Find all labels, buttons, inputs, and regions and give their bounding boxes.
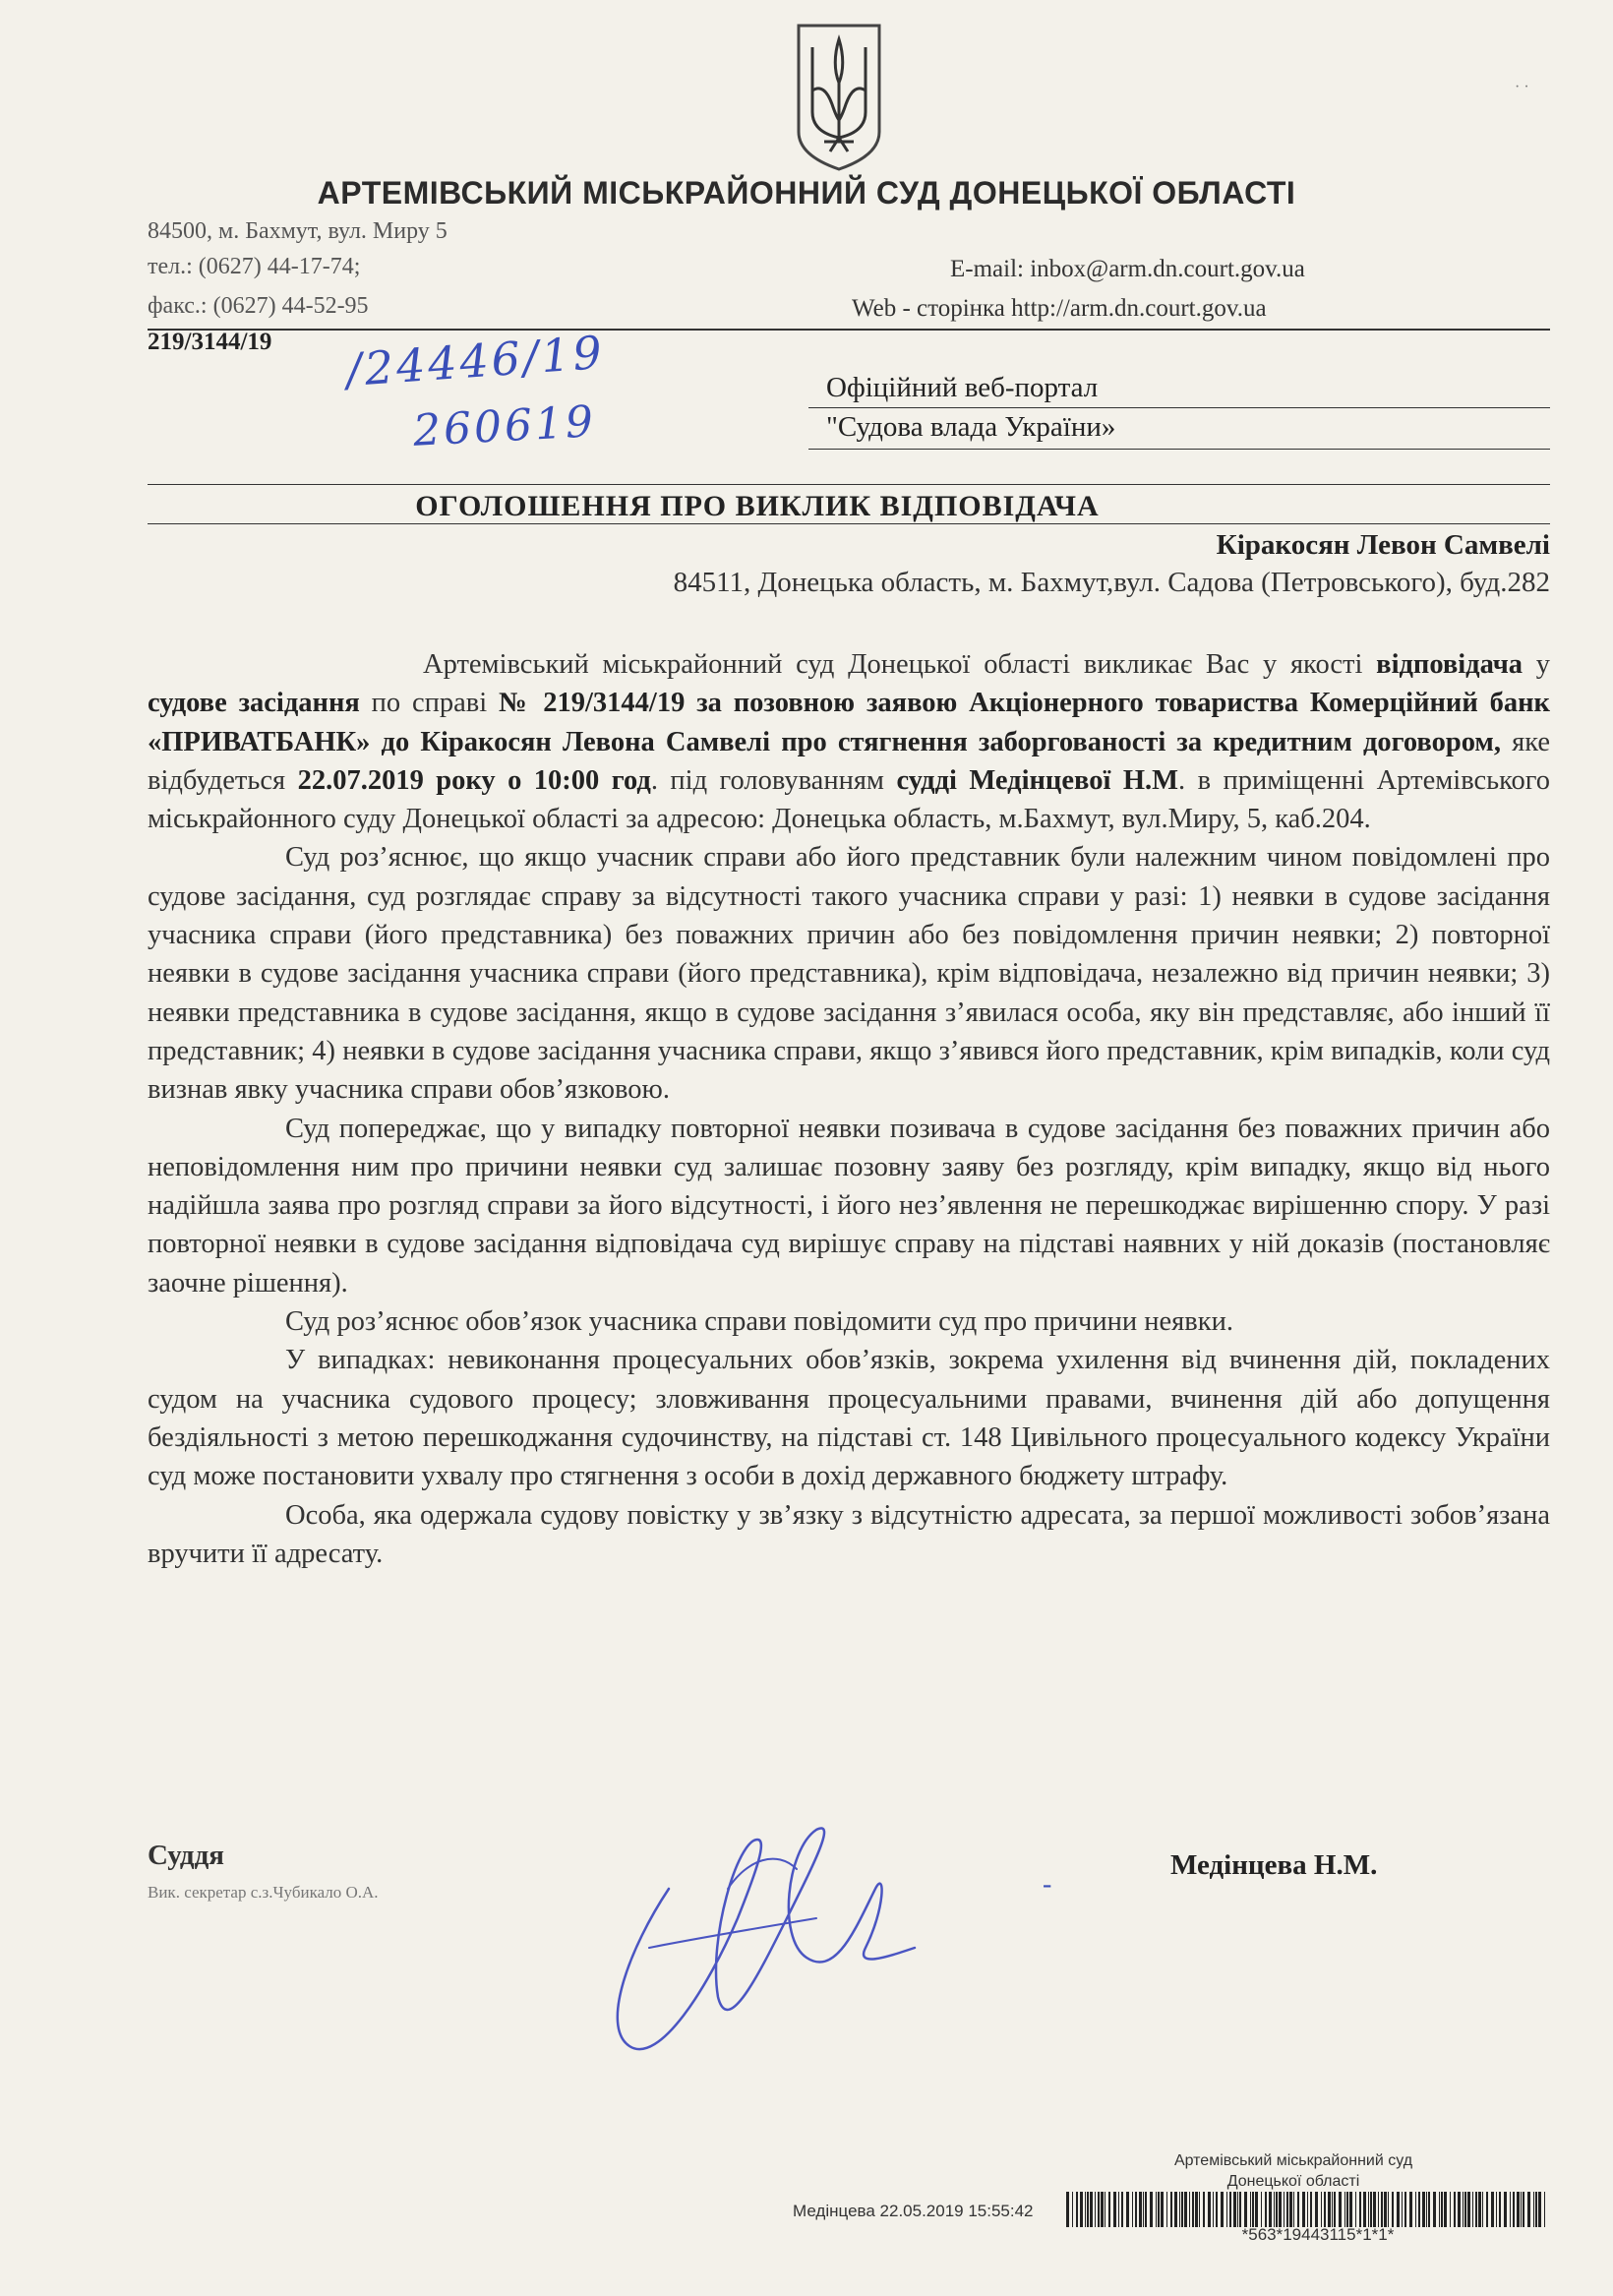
barcode-bar	[1143, 2192, 1144, 2227]
corner-mark: · ·	[1515, 79, 1529, 95]
barcode-bar	[1132, 2192, 1133, 2227]
barcode-bar	[1276, 2192, 1278, 2227]
addressee-address: 84511, Донецька область, м. Бахмут,вул. Садова (Петровського), буд.282	[673, 567, 1550, 598]
barcode-bar	[1150, 2192, 1153, 2227]
barcode-bar	[1544, 2192, 1545, 2227]
barcode-bar	[1496, 2192, 1497, 2227]
announcement-body	[148, 645, 1550, 1573]
paragraph-delivery: Особа, яка одержала судову повістку у зв’язку з відсутністю адресата, за першої можливості зобов’язана вручити її адресату.	[148, 1499, 1550, 1569]
court-fax: факс.: (0627) 44-52-95	[148, 293, 369, 319]
barcode-bar	[1269, 2192, 1272, 2227]
paragraph-absence-rules: Суд роз’яснює, що якщо учасник справи або його представник були належним чином повідомлені про судове засідання, суд розглядає справу за відсутності такого учасника справи у разі: 1) неявки в судове засідання учасника справи (його представника) без поважних причин або без повідомлення причин неявки; 2) повторної неявки в судове засідання учасника справи (його представника), крім відповідача, незалежно від причин неявки; 3) неявки представника в судове засідання, якщо в судове засідання з’явилася особа, яку він представляє, або інший її представник; 4) неявки в судове засідання учасника справи, якщо з’явився його представник, крім випадків, коли суд визнав явку учасника справи обов’язковою.	[148, 842, 1550, 1106]
barcode-bar	[1179, 2192, 1180, 2227]
paragraph-penalty: У випадках: невиконання процесуальних обов’язків, зокрема ухилення від вчинення дій, покладених судом на учасника судового процесу; зловживання процесуальними правами, вчинення дій або допущення бездіяльності з метою перешкоджання судочинству, на підставі ст. 148 Цивільного процесуального кодексу України суд може постановити ухвалу про стягнення з особи в дохід державного бюджету штрафу.	[148, 1345, 1550, 1492]
ink-mark: -	[1043, 1869, 1052, 1900]
barcode-bar	[1521, 2192, 1522, 2227]
barcode-bar	[1158, 2192, 1160, 2227]
barcode-bar	[1444, 2192, 1447, 2227]
barcode-bar	[1113, 2192, 1116, 2227]
barcode-bar	[1161, 2192, 1164, 2227]
barcode-bar	[1221, 2192, 1224, 2227]
barcode-bar	[1080, 2192, 1083, 2227]
barcode-bar	[1433, 2192, 1436, 2227]
stamp-meta: Медінцева 22.05.2019 15:55:42	[793, 2202, 1034, 2220]
barcode-bar	[1237, 2192, 1238, 2227]
barcode-bar	[1517, 2192, 1520, 2227]
barcode-bar	[1381, 2192, 1383, 2227]
barcode-bar	[1513, 2192, 1515, 2227]
barcode-bar	[1121, 2192, 1123, 2227]
court-phone: тел.: (0627) 44-17-74;	[148, 254, 361, 279]
barcode-bar	[1310, 2192, 1312, 2227]
barcode-bar	[1184, 2192, 1187, 2227]
barcode-bar	[1135, 2192, 1137, 2227]
barcode-bar	[1373, 2192, 1376, 2227]
barcode-bar	[1255, 2192, 1258, 2227]
barcode-bar	[1072, 2192, 1073, 2227]
barcode-bar	[1388, 2192, 1389, 2227]
barcode-bar	[1174, 2192, 1177, 2227]
barcode-bar	[1463, 2192, 1464, 2227]
barcode-bar	[1450, 2192, 1451, 2227]
portal-underline-1	[808, 407, 1550, 408]
court-address: 84500, м. Бахмут, вул. Миру 5	[148, 218, 448, 244]
barcode-bar	[1486, 2192, 1488, 2227]
barcode-bar	[1339, 2192, 1342, 2227]
stamp-court	[1131, 2150, 1456, 2192]
barcode-bar	[1464, 2192, 1466, 2227]
barcode-bar	[1166, 2192, 1167, 2227]
barcode-bar	[1066, 2192, 1069, 2227]
barcode-bar	[1239, 2192, 1241, 2227]
barcode-bar	[1095, 2192, 1096, 2227]
judge-label: Суддя	[148, 1840, 224, 1871]
barcode-bar	[1181, 2192, 1183, 2227]
barcode-bar	[1302, 2192, 1305, 2227]
barcode-bar	[1076, 2192, 1078, 2227]
barcode-bar	[1328, 2192, 1331, 2227]
barcode-bar	[1199, 2192, 1200, 2227]
barcode-bar	[1139, 2192, 1142, 2227]
barcode-bar	[1289, 2192, 1292, 2227]
barcode-bar	[1384, 2192, 1387, 2227]
barcode-bar	[1324, 2192, 1326, 2227]
barcode-bar	[1422, 2192, 1425, 2227]
barcode-bar	[1229, 2192, 1231, 2227]
barcode-bar	[1392, 2192, 1394, 2227]
barcode-bar	[1233, 2192, 1236, 2227]
barcode-bar	[1203, 2192, 1205, 2227]
barcode-bar	[1472, 2192, 1473, 2227]
title-rule-bottom	[148, 523, 1550, 524]
barcode-bar	[1499, 2192, 1501, 2227]
barcode-bar	[1491, 2192, 1494, 2227]
stamp-court-line-1: Артемівський міськрайонний суд	[1173, 2152, 1413, 2169]
portal-line-2: "Судова влада України»	[826, 411, 1116, 443]
court-email: E-mail: inbox@arm.dn.court.gov.ua	[950, 256, 1305, 282]
court-website: Web - сторінка http://arm.dn.court.gov.ua	[852, 295, 1267, 322]
case-number: 219/3144/19	[148, 329, 272, 355]
barcode-bar	[1418, 2192, 1420, 2227]
barcode-bar	[1265, 2192, 1267, 2227]
handwritten-signature	[590, 1800, 925, 2066]
paragraph-obligation: Суд роз’яснює обов’язок учасника справи повідомити суд про причини неявки.	[285, 1306, 1233, 1338]
barcode-bar	[1523, 2192, 1524, 2227]
barcode-bar	[1428, 2192, 1430, 2227]
barcode-bar	[1535, 2192, 1537, 2227]
barcode-bar	[1439, 2192, 1440, 2227]
barcode-bar	[1402, 2192, 1403, 2227]
announcement-title: ОГОЛОШЕННЯ ПРО ВИКЛИК ВІДПОВІДАЧА	[415, 490, 1100, 522]
barcode-bar	[1087, 2192, 1089, 2227]
barcode-bar	[1482, 2192, 1483, 2227]
barcode-bar	[1315, 2192, 1318, 2227]
barcode-bar	[1145, 2192, 1147, 2227]
judge-name: Медінцева Н.М.	[1170, 1849, 1378, 1881]
barcode-bar	[1293, 2192, 1294, 2227]
barcode-bar	[1332, 2192, 1333, 2227]
barcode-bar	[1090, 2192, 1093, 2227]
barcode-bar	[1189, 2192, 1190, 2227]
barcode-bar	[1216, 2192, 1218, 2227]
barcode-bar	[1533, 2192, 1534, 2227]
stamp-court-line-2: Донецької області	[1226, 2173, 1360, 2190]
barcode-bar	[1355, 2192, 1356, 2227]
barcode-bar	[1195, 2192, 1198, 2227]
barcode-bar	[1368, 2192, 1369, 2227]
barcode-bar	[1208, 2192, 1211, 2227]
barcode-bar	[1101, 2192, 1104, 2227]
barcode-bar	[1370, 2192, 1372, 2227]
barcode-bar	[1108, 2192, 1110, 2227]
barcode-bar	[1226, 2192, 1227, 2227]
barcode-bar	[1478, 2192, 1481, 2227]
barcode-bar	[1118, 2192, 1119, 2227]
barcode-bar	[1321, 2192, 1322, 2227]
barcode-bar	[1274, 2192, 1275, 2227]
barcode-bar	[1244, 2192, 1247, 2227]
barcode-bar	[1426, 2192, 1427, 2227]
barcode-bar	[1415, 2192, 1416, 2227]
handwritten-registration-number: /24446/19	[344, 325, 607, 397]
barcode-bar	[1454, 2192, 1456, 2227]
paragraph-summons: Артемівський міськрайонний суд Донецької області викликає Вас у якості відповідача у судове засідання по справі № 219/3144/19 за позовною заявою Акціонерного товариства Комерційний банк «ПРИВАТБАНК» до Кіракосян Левона Самвелі про стягнення заборгованості за кредитним договором, яке відбудеться 22.07.2019 року о 10:00 год. під головуванням судді Медінцевої Н.М. в приміщенні Артемівського міськрайонного суду Донецької області за адресою: Донецька область, м.Бахмут, вул.Миру, 5, каб.204.	[148, 649, 1551, 835]
barcode-bar	[1378, 2192, 1379, 2227]
handwritten-registration-date: 260619	[411, 396, 598, 456]
barcode	[1066, 2192, 1548, 2227]
secretary-note: Вик. секретар с.з.Чубикало О.А.	[148, 1883, 379, 1902]
barcode-bar	[1098, 2192, 1100, 2227]
barcode-bar	[1156, 2192, 1157, 2227]
header-divider	[148, 329, 1550, 331]
court-title: АРТЕМІВСЬКИЙ МІСЬКРАЙОННИЙ СУД ДОНЕЦЬКОЇ ОБЛАСТІ	[317, 175, 1296, 211]
barcode-bar	[1397, 2192, 1400, 2227]
barcode-bar	[1458, 2192, 1461, 2227]
barcode-bar	[1252, 2192, 1254, 2227]
barcode-bar	[1334, 2192, 1336, 2227]
barcode-bar	[1170, 2192, 1172, 2227]
barcode-bar	[1404, 2192, 1406, 2227]
barcode-bar	[1126, 2192, 1129, 2227]
barcode-bar	[1504, 2192, 1507, 2227]
barcode-bar	[1085, 2192, 1086, 2227]
title-rule-top	[148, 484, 1550, 485]
barcode-bar	[1510, 2192, 1511, 2227]
barcode-bar	[1467, 2192, 1470, 2227]
barcode-bar	[1307, 2192, 1308, 2227]
barcode-bar	[1363, 2192, 1366, 2227]
barcode-bar	[1261, 2192, 1262, 2227]
barcode-bar	[1297, 2192, 1299, 2227]
barcode-code: *563*19443115*1*1*	[1241, 2225, 1395, 2244]
barcode-bar	[1441, 2192, 1443, 2227]
addressee-name: Кіракосян Левон Самвелі	[1216, 529, 1550, 561]
barcode-bar	[1349, 2192, 1352, 2227]
barcode-bar	[1346, 2192, 1348, 2227]
barcode-bar	[1475, 2192, 1477, 2227]
barcode-bar	[1286, 2192, 1288, 2227]
barcode-bar	[1250, 2192, 1251, 2227]
portal-line-1: Офіційний веб-портал	[826, 372, 1099, 403]
barcode-bar	[1409, 2192, 1412, 2227]
barcode-bar	[1192, 2192, 1194, 2227]
barcode-bar	[1279, 2192, 1282, 2227]
trident-emblem-icon	[795, 22, 883, 171]
barcode-bar	[1344, 2192, 1345, 2227]
barcode-bar	[1213, 2192, 1214, 2227]
portal-underline-2	[808, 449, 1550, 450]
barcode-bar	[1527, 2192, 1530, 2227]
barcode-bar	[1538, 2192, 1541, 2227]
paragraph-warning: Суд попереджає, що у випадку повторної неявки позивача в судове засідання без поважних причин або неповідомлення ним про причини неявки суд залишає позовну заяву без розгляду, крім випадку, якщо від нього надійшла заява про розгляд справи за його відсутності, і його нез’явлення не перешкоджає вирішенню спору. У разі повторної неявки в судове засідання відповідача суд вирішує справу на підставі наявних у ній доказів (постановляє заочне рішення).	[148, 1113, 1550, 1299]
barcode-bar	[1359, 2192, 1361, 2227]
